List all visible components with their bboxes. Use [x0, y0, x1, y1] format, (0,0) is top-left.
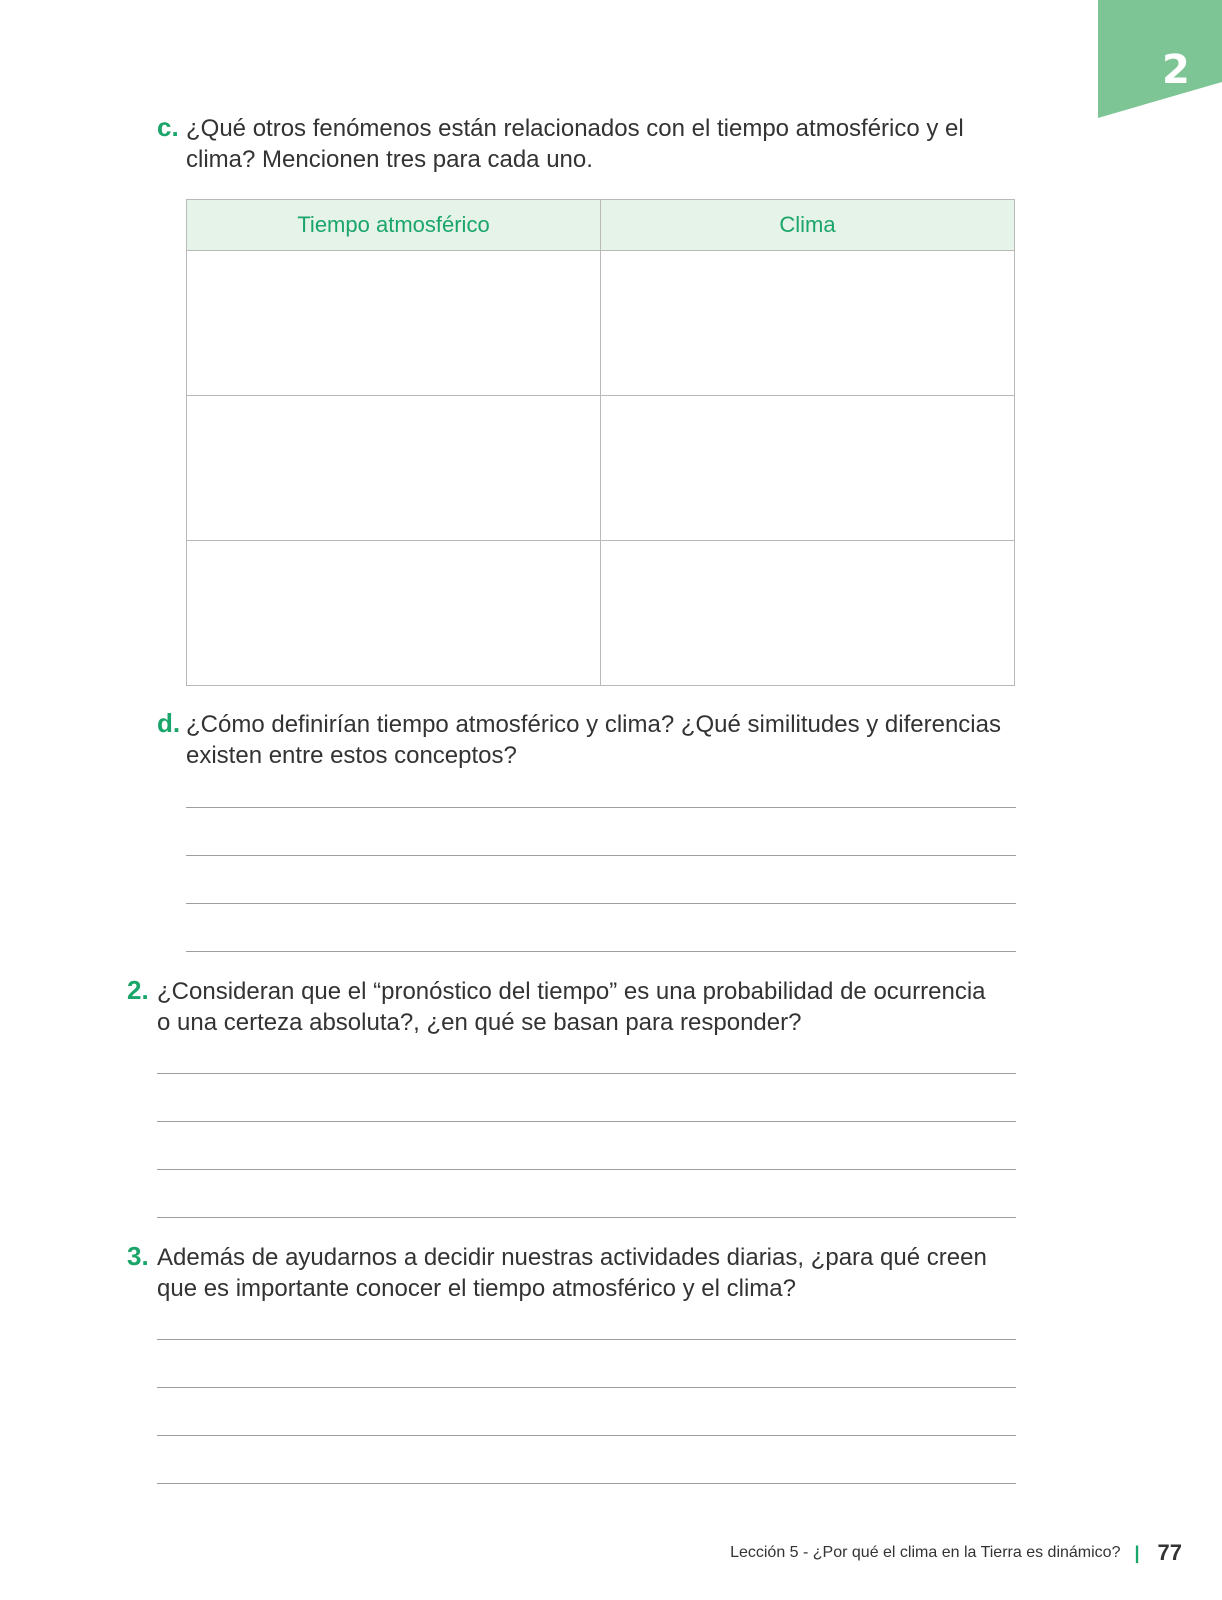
question-d [157, 708, 1001, 771]
answer-line[interactable] [157, 1387, 1016, 1388]
question-c-label: c. [157, 112, 179, 142]
table-row [187, 251, 1015, 396]
question-3-label: 3. [127, 1241, 149, 1271]
question-3-text: Además de ayudarnos a decidir nuestras actividades diarias, ¿para qué creen que es importante conocer el tiempo atmosférico y el clima? [157, 1244, 987, 1302]
table-header-row [187, 200, 1015, 251]
question-3 [127, 1241, 1012, 1304]
question-2-text: ¿Consideran que el “pronóstico del tiempo” es una probabilidad de ocurrencia o una certeza absoluta?, ¿en qué se basan para responder? [157, 978, 986, 1036]
answer-line[interactable] [157, 1435, 1016, 1436]
unit-tab [1098, 0, 1222, 118]
answer-cell[interactable] [187, 251, 601, 396]
question-c [157, 112, 976, 175]
page-footer [730, 1540, 1182, 1566]
question-d-label: d. [157, 708, 181, 738]
footer-separator: | [1134, 1542, 1140, 1563]
phenomena-table [186, 199, 1015, 686]
page-number: 77 [1157, 1540, 1182, 1565]
answer-line[interactable] [186, 855, 1016, 856]
question-2 [127, 975, 1002, 1038]
question-c-text: ¿Qué otros fenómenos están relacionados con el tiempo atmosférico y el clima? Mencionen tres para cada uno. [186, 115, 964, 173]
answer-line[interactable] [186, 807, 1016, 808]
answer-cell[interactable] [187, 541, 601, 686]
answer-line[interactable] [157, 1339, 1016, 1340]
footer-lesson-title: Lección 5 - ¿Por qué el clima en la Tierra es dinámico? [730, 1544, 1121, 1561]
table-row [187, 396, 1015, 541]
question-2-label: 2. [127, 975, 149, 1005]
answer-line[interactable] [157, 1121, 1016, 1122]
answer-cell[interactable] [187, 396, 601, 541]
answer-line[interactable] [157, 1217, 1016, 1218]
answer-line[interactable] [186, 903, 1016, 904]
header-tiempo-atmosferico: Tiempo atmosférico [187, 200, 601, 251]
answer-cell[interactable] [601, 541, 1015, 686]
answer-line[interactable] [157, 1169, 1016, 1170]
answer-line[interactable] [186, 951, 1016, 952]
table-row [187, 541, 1015, 686]
answer-cell[interactable] [601, 396, 1015, 541]
question-d-text: ¿Cómo definirían tiempo atmosférico y clima? ¿Qué similitudes y diferencias existen entre estos conceptos? [186, 711, 1001, 769]
header-clima: Clima [601, 200, 1015, 251]
answer-cell[interactable] [601, 251, 1015, 396]
answer-line[interactable] [157, 1483, 1016, 1484]
unit-number: 2 [1162, 47, 1190, 93]
answer-line[interactable] [157, 1073, 1016, 1074]
